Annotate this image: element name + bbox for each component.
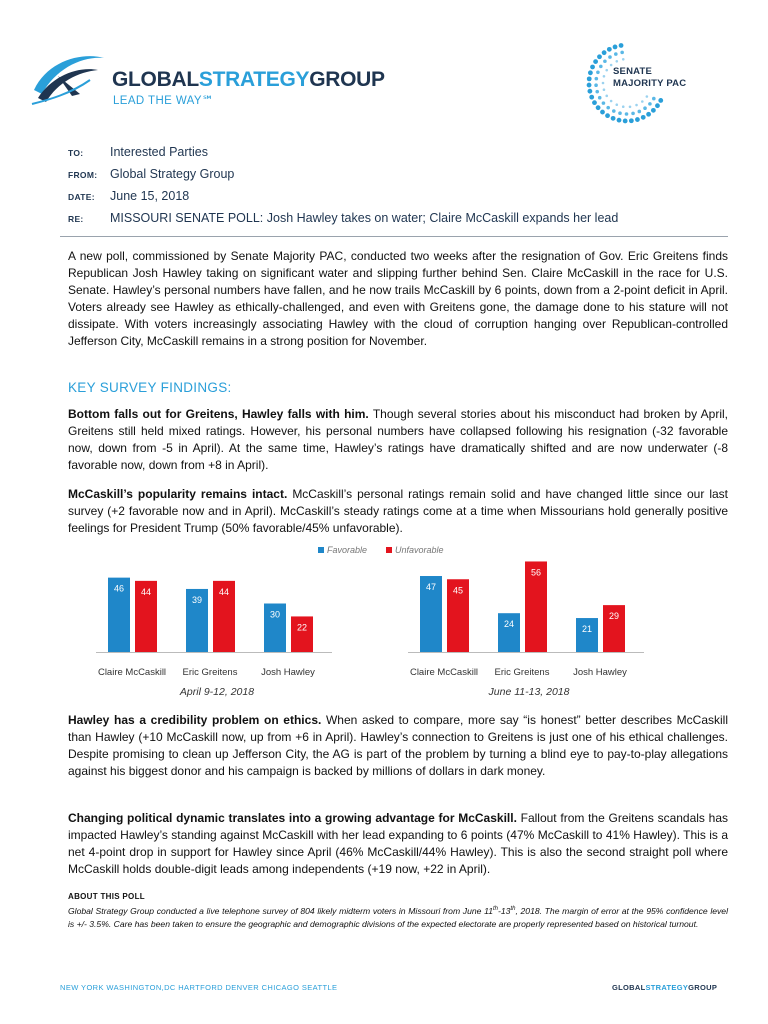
smp-dot bbox=[614, 52, 618, 56]
finding-mccaskill-paragraph bbox=[68, 486, 728, 537]
smp-dot bbox=[595, 77, 599, 81]
smp-dot bbox=[603, 75, 606, 78]
chart-data-label: 44 bbox=[218, 586, 230, 597]
gsg-logo bbox=[28, 50, 385, 110]
finding-greitens-lead: Bottom falls out for Greitens, Hawley falls with him. bbox=[68, 407, 369, 421]
smp-dot bbox=[635, 104, 638, 107]
gsg-word-strategy: STRATEGY bbox=[198, 68, 310, 91]
finding-dynamic-body: Fallout from the Greitens scandals has impacted Hawley’s standing against McCaskill with her lead expanding to 6 points (47% McCaskill to 41% Hawley). This is a net 4-point drop in support for Hawley since April (46% McCaskill/44% Hawley). This is also the second straight poll where McCaskill holds double-digit leads among independents (+19 now, +22 in April). bbox=[68, 811, 728, 876]
smp-dot bbox=[608, 55, 612, 59]
gsg-word-group: GROUP bbox=[309, 68, 385, 91]
memo-date-row bbox=[68, 189, 728, 211]
chart-data-label: 47 bbox=[425, 582, 437, 593]
smp-dot bbox=[646, 112, 651, 117]
smp-dot bbox=[611, 116, 616, 121]
smp-dot bbox=[605, 69, 608, 72]
smp-dot bbox=[651, 108, 656, 113]
favorability-chart bbox=[68, 540, 728, 700]
chart-data-label: 45 bbox=[452, 585, 464, 596]
smp-dot bbox=[596, 70, 600, 74]
finding-ethics-lead: Hawley has a credibility problem on ethics. bbox=[68, 713, 322, 727]
smp-dot bbox=[631, 112, 635, 116]
smp-dot bbox=[587, 83, 592, 88]
smp-dot bbox=[593, 59, 598, 64]
smp-dot bbox=[620, 51, 624, 55]
smp-dot bbox=[595, 90, 599, 94]
chart-category-label: Josh Hawley bbox=[261, 667, 315, 678]
finding-mccaskill-lead: McCaskill’s popularity remains intact. bbox=[68, 487, 288, 501]
footer-office-cities: NEW YORK WASHINGTON,DC HARTFORD DENVER CHICAGO SEATTLE bbox=[60, 983, 338, 992]
chart-panel-label: June 11-13, 2018 bbox=[488, 686, 570, 698]
smp-dot bbox=[615, 60, 618, 63]
smp-dot bbox=[587, 76, 592, 81]
chart-category-label: Claire McCaskill bbox=[97, 667, 167, 678]
smp-dot bbox=[648, 102, 652, 106]
smp-dot bbox=[605, 113, 610, 118]
smp-logo bbox=[575, 38, 735, 128]
smp-dot bbox=[613, 45, 618, 50]
smp-dot bbox=[596, 105, 601, 110]
smp-dot bbox=[612, 109, 616, 113]
smp-dot bbox=[638, 110, 642, 114]
memo-to-row bbox=[68, 145, 728, 167]
finding-greitens-paragraph bbox=[68, 406, 728, 474]
memo-from-label: FROM: bbox=[68, 170, 98, 180]
finding-mccaskill-body: McCaskill’s personal ratings remain solid and have changed little since our last survey (+2 favorable now and in April). McCaskill’s steady ratings come at a time when Missourians hold generally positive feelings for President Trump (50% favorable/45% unfavorable). bbox=[68, 487, 729, 535]
gsg-wordmark bbox=[112, 68, 385, 92]
smp-dot bbox=[629, 118, 634, 123]
chart-data-label: 24 bbox=[503, 619, 515, 630]
smp-dot bbox=[646, 95, 649, 98]
smp-dot bbox=[603, 88, 606, 91]
intro-paragraph: A new poll, commissioned by Senate Majority PAC, conducted two weeks after the resignation of Gov. Eric Greitens finds Republican Josh Hawley taking on significant water and slipping further behind Sen. Claire McCaskill in the race for U.S. Senate. Hawley’s personal numbers have fallen, and he now trails McCaskill by 6 points, down from a 2-point deficit in April. Voters already see Hawley as ethically-challenged, and even with Greitens gone, the damage done to his stature will not dissipate. With voters increasingly associating Hawley with the cloud of corruption hanging over Republican-controlled Jefferson City, McCaskill remains in a strong position for November. bbox=[68, 249, 728, 348]
about-poll-title: ABOUT THIS POLL bbox=[68, 892, 145, 901]
chart-data-label: 22 bbox=[296, 622, 308, 633]
finding-dynamic-paragraph bbox=[68, 810, 728, 878]
footer-word-group: GROUP bbox=[688, 983, 718, 992]
chart-data-label: 46 bbox=[113, 583, 125, 594]
footer-word-global: GLOBAL bbox=[612, 983, 646, 992]
smp-dot bbox=[625, 112, 629, 116]
smp-dot bbox=[607, 47, 612, 52]
smp-dot bbox=[619, 43, 624, 48]
chart-category-label: Eric Greitens bbox=[494, 667, 550, 678]
chart-data-label: 29 bbox=[608, 611, 620, 622]
chart-category-label: Claire McCaskill bbox=[409, 667, 479, 678]
findings-heading: KEY SURVEY FINDINGS: bbox=[68, 380, 232, 395]
gsg-word-global: GLOBAL bbox=[112, 68, 199, 91]
smp-dot bbox=[618, 111, 622, 115]
smp-dot bbox=[622, 105, 625, 108]
memo-date-label: DATE: bbox=[68, 192, 95, 202]
smp-dot bbox=[588, 70, 593, 75]
smp-dot bbox=[623, 119, 628, 124]
smp-dot bbox=[610, 100, 613, 103]
finding-ethics-body: When asked to compare, more say “is honest” better describes McCaskill than Hawley (+10 McCaskill now, up from +6 in April). Hawley’s connection to Greitens is just one of his ethical challenges. Despite promising to clean up Jefferson City, the AG is part of the problem by turning a blind eye to pay-to-play allegations against his biggest donor and his campaign is backed by millions of dollars in dark money. bbox=[68, 713, 728, 778]
smp-dot bbox=[617, 118, 622, 123]
gsg-swoosh-icon bbox=[28, 50, 108, 110]
chart-legend bbox=[318, 545, 444, 555]
smp-dot bbox=[643, 106, 647, 110]
memo-to-value: Interested Parties bbox=[110, 145, 208, 159]
smp-dot bbox=[599, 65, 603, 69]
legend-label-favorable: Favorable bbox=[327, 545, 368, 555]
finding-ethics-paragraph bbox=[68, 712, 728, 780]
memo-to-label: TO: bbox=[68, 148, 84, 158]
smp-dot bbox=[629, 106, 632, 109]
chart-category-label: Eric Greitens bbox=[182, 667, 238, 678]
smp-dot bbox=[655, 103, 660, 108]
smp-dot bbox=[635, 117, 640, 122]
memo-re-label: RE: bbox=[68, 214, 84, 224]
chart-panel bbox=[96, 578, 332, 698]
memo-re-value: MISSOURI SENATE POLL: Josh Hawley takes on water; Claire McCaskill expands her lead bbox=[110, 211, 619, 225]
memo-from-row bbox=[68, 167, 728, 189]
smp-dot bbox=[606, 106, 610, 110]
chart-data-label: 44 bbox=[140, 586, 152, 597]
smp-dot bbox=[598, 96, 602, 100]
chart-panel bbox=[408, 561, 644, 698]
smp-dot bbox=[602, 82, 605, 85]
smp-dot bbox=[587, 89, 592, 94]
finding-dynamic-lead: Changing political dynamic translates into a growing advantage for McCaskill. bbox=[68, 811, 517, 825]
finding-greitens-body: Though several stories about his misconduct had broken by April, Greitens still held mixed ratings. However, his personal numbers have collapsed following his resignation (-32 favorable now, down from -5 in April). At the same time, Hawley’s ratings have dramatically shifted and are now underwater (-8 favorable now, down from +8 in April). bbox=[68, 407, 729, 472]
smp-dot bbox=[590, 65, 595, 70]
chart-data-label: 21 bbox=[581, 624, 593, 635]
smp-dot bbox=[592, 100, 597, 105]
smp-wordmark bbox=[613, 66, 686, 90]
footer-brand bbox=[612, 983, 717, 992]
smp-dot bbox=[594, 83, 598, 87]
legend-swatch-unfavorable bbox=[386, 547, 392, 553]
smp-dot bbox=[622, 58, 625, 61]
about-poll-body: Global Strategy Group conducted a live telephone survey of 804 likely midterm voters in Missouri from June 11th-13th, 2018. The margin of error at the 95% confidence level is +/- 3.5%. Care has been taken to ensure the geographic and demographic divisions of the expected electorate are properly represented based on historical turnout. bbox=[68, 905, 728, 929]
smp-dot bbox=[603, 59, 607, 63]
smp-dot bbox=[652, 97, 656, 101]
chart-panel-label: April 9-12, 2018 bbox=[179, 686, 255, 698]
smp-dot bbox=[602, 101, 606, 105]
legend-label-unfavorable: Unfavorable bbox=[395, 545, 444, 555]
chart-data-label: 39 bbox=[191, 594, 203, 605]
memo-header bbox=[68, 145, 728, 233]
gsg-tagline: LEAD THE WAY℠ bbox=[113, 95, 215, 107]
smp-dot bbox=[641, 115, 646, 120]
smp-line-senate: SENATE bbox=[613, 66, 653, 77]
smp-dot bbox=[605, 95, 608, 98]
smp-dot bbox=[658, 98, 663, 103]
smp-dot bbox=[597, 54, 602, 59]
smp-dot bbox=[600, 110, 605, 115]
memo-from-value: Global Strategy Group bbox=[110, 167, 235, 181]
smp-dot bbox=[641, 100, 644, 103]
chart-category-label: Josh Hawley bbox=[573, 667, 627, 678]
favorability-chart-svg bbox=[68, 540, 728, 700]
legend-swatch-favorable bbox=[318, 547, 324, 553]
memo-date-value: June 15, 2018 bbox=[110, 189, 190, 203]
smp-dot bbox=[602, 50, 607, 55]
chart-data-label: 56 bbox=[530, 567, 542, 578]
smp-dot bbox=[615, 103, 618, 106]
chart-data-label: 30 bbox=[269, 609, 281, 620]
smp-line-majority: MAJORITY PAC bbox=[613, 78, 687, 89]
memo-re-row bbox=[68, 211, 728, 233]
memo-divider bbox=[60, 236, 728, 237]
footer-word-strategy: STRATEGY bbox=[645, 983, 689, 992]
smp-dot bbox=[589, 95, 594, 100]
